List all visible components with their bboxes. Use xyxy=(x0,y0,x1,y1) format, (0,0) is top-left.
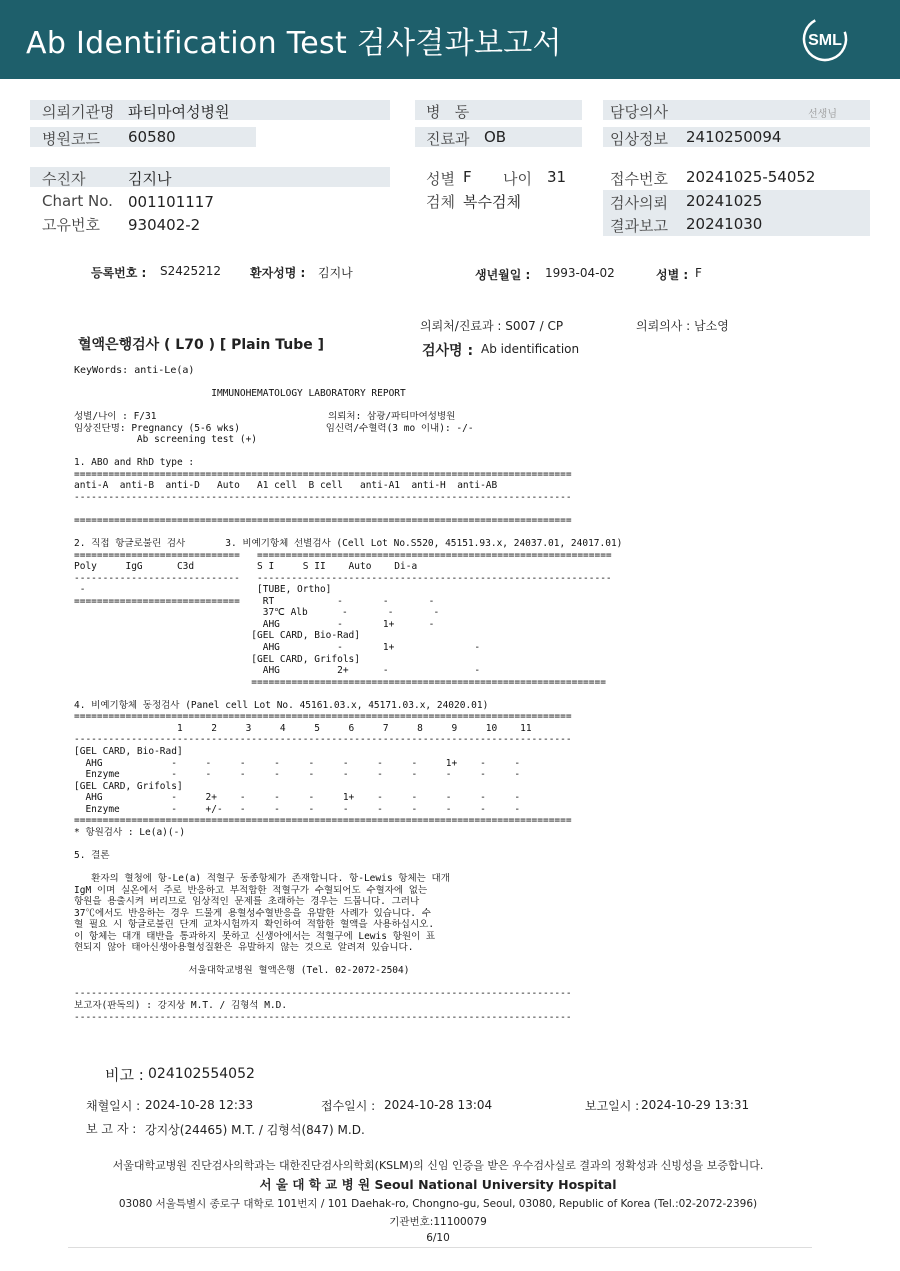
report-line: AHG - 1+ - xyxy=(74,642,481,654)
receipt-value: 20241025-54052 xyxy=(686,168,816,186)
reported-value: 2024-10-29 13:31 xyxy=(641,1098,750,1112)
report-line: ============================= RT - - - xyxy=(74,595,435,607)
page-number: 6/10 xyxy=(426,1232,450,1244)
report-line: [GEL CARD, Grifols] xyxy=(74,653,360,665)
report-title: Ab Identification Test 검사결과보고서 xyxy=(26,26,562,61)
report-line: 37℃에서도 반응하는 경우 드물게 용혈성수혈반응을 유발한 사례가 있습니다. 수 xyxy=(74,907,431,919)
report-line: --------------------------------------------------------------------------------------- xyxy=(74,734,572,746)
collect-value: 2024-10-28 12:33 xyxy=(145,1098,254,1112)
report-line: --------------------------------------------------------------------------------------- xyxy=(74,988,572,1000)
reg-label: 등록번호 : xyxy=(91,266,147,280)
dept-label: 진료과 xyxy=(426,130,470,148)
collect-label: 채혈일시 : xyxy=(86,1099,141,1113)
hospital-code-label: 병원코드 xyxy=(42,130,100,148)
facility-value: 파티마여성병원 xyxy=(128,103,230,121)
clinical-label: 임상정보 xyxy=(610,130,668,148)
patient-label: 수진자 xyxy=(42,170,86,188)
report-line: 1 2 3 4 5 6 7 8 9 10 11 xyxy=(74,722,532,734)
report-line: Enzyme - +/- - - - - - - - - - xyxy=(74,803,521,815)
report-line: 보고자(판독의) : 강지상 M.T. / 김형석 M.D. xyxy=(74,999,288,1011)
specimen-value: 복수검체 xyxy=(463,193,521,211)
facility-label: 의뢰기관명 xyxy=(42,103,115,121)
report-line: AHG - 2+ - - - 1+ - - - - - xyxy=(74,792,521,804)
report-line: 서울대학교병원 혈액은행 (Tel. 02-2072-2504) xyxy=(74,965,410,977)
report-body xyxy=(74,388,714,1023)
receive-label: 접수일시 : xyxy=(321,1099,376,1113)
age-value: 31 xyxy=(547,168,567,186)
name-label: 환자성명 : xyxy=(250,266,306,280)
dob-label: 생년월일 : xyxy=(475,268,531,282)
hospital-name xyxy=(0,1175,876,1193)
scan-sex-value: F xyxy=(695,266,702,280)
hospital-address: 03080 서울특별시 종로구 대학로 101번지 / 101 Daehak-ro, Chongno-gu, Seoul, 03080, Republic of Korea (Tel.:02-2072-2396) xyxy=(118,1198,758,1210)
report-header xyxy=(0,0,900,79)
test-name-label: 검사명 : xyxy=(422,343,474,359)
unique-value: 930402-2 xyxy=(128,216,201,234)
report-line: 4. 비예기항체 동정검사 (Panel cell Lot No. 45161.03.x, 45171.03.x, 24020.01) xyxy=(74,699,489,711)
report-line: 5. 결론 xyxy=(74,849,110,861)
report-line: * 항원검사 : Le(a)(-) xyxy=(74,826,186,838)
report-line xyxy=(74,446,714,458)
request-value: 20241025 xyxy=(686,192,763,210)
sml-logo xyxy=(800,14,850,64)
report-line xyxy=(74,977,714,989)
sex-label: 성별 xyxy=(426,170,455,188)
scan-sex-label: 성별 : xyxy=(656,268,689,282)
hospital-name-kr: 서 울 대 학 교 병 원 xyxy=(259,1177,371,1192)
institution-number: 기관번호:11100079 xyxy=(389,1216,487,1228)
keywords: KeyWords: anti-Le(a) xyxy=(74,365,195,376)
reg-value: S2425212 xyxy=(160,264,222,278)
dept-value: OB xyxy=(484,128,507,146)
report-line: Poly IgG C3d S I S II Auto Di-a xyxy=(74,561,418,573)
report-line: 혈 필요 시 항글로불린 단계 교차시험까지 확인하여 적합한 혈액을 사용하십시오. xyxy=(74,919,435,931)
reporter-value: 강지상(24465) M.T. / 김형석(847) M.D. xyxy=(145,1123,365,1137)
report-line xyxy=(74,838,714,850)
report-line: 성별/나이 : F/31 의뢰처: 삼광/파티마여성병원 xyxy=(74,411,456,423)
report-line: AHG - 1+ - xyxy=(74,618,435,630)
report-line: 1. ABO and RhD type : xyxy=(74,457,195,469)
unique-label: 고유번호 xyxy=(42,216,100,234)
report-line: 환자의 혈청에 항-Le(a) 적혈구 동종항체가 존재합니다. 항-Lewis 항체는 대개 xyxy=(74,872,450,884)
receive-value: 2024-10-28 13:04 xyxy=(384,1098,493,1112)
receipt-label: 접수번호 xyxy=(610,170,668,188)
report-line: 임상진단명: Pregnancy (5-6 wks) 임신력/수혈력(3 mo 이내): -/- xyxy=(74,422,474,434)
chart-value: 001101117 xyxy=(128,193,214,211)
hospital-code-value: 60580 xyxy=(128,128,176,146)
report-date-label: 결과보고 xyxy=(610,217,668,235)
reporter-label: 보 고 자 : xyxy=(86,1122,137,1136)
report-line: ======================================================================================= xyxy=(74,468,572,480)
note-label: 비고 : xyxy=(105,1066,144,1084)
report-line xyxy=(74,954,714,966)
report-line: Enzyme - - - - - - - - - - - xyxy=(74,769,521,781)
report-line: --------------------------------------------------------------------------------------- xyxy=(74,491,572,503)
chart-label: Chart No. xyxy=(42,192,113,210)
sex-value: F xyxy=(463,168,472,186)
specimen-label: 검체 xyxy=(426,193,455,211)
name-value: 김지나 xyxy=(318,266,353,280)
request-label: 검사의뢰 xyxy=(610,194,668,212)
ref-dept: 의뢰처/진료과 : S007 / CP xyxy=(420,319,564,333)
report-line: ======================================================================================= xyxy=(74,815,572,827)
footer-divider xyxy=(68,1247,812,1248)
doctor-suffix: 선생님 xyxy=(808,109,837,120)
report-line: Ab screening test (+) xyxy=(74,434,258,446)
report-line: [GEL CARD, Grifols] xyxy=(74,780,183,792)
dob-value: 1993-04-02 xyxy=(545,266,615,280)
report-line: ======================================================================================= xyxy=(74,515,572,527)
report-line: anti-A anti-B anti-D Auto A1 cell B cell anti-A1 anti-H anti-AB xyxy=(74,480,498,492)
hospital-name-en: Seoul National University Hospital xyxy=(374,1177,617,1192)
svg-text:SML: SML xyxy=(808,32,842,49)
report-line: [GEL CARD, Bio-Rad] xyxy=(74,745,183,757)
report-line xyxy=(74,861,714,873)
report-line xyxy=(74,527,714,539)
report-line: ============================================================== xyxy=(74,676,606,688)
clinical-value: 2410250094 xyxy=(686,128,782,146)
report-line: 2. 직접 항글로불린 검사 3. 비예기항체 선별검사 (Cell Lot No.S520, 45151.93.x, 24037.01, 24017.01) xyxy=(74,538,623,550)
report-line: AHG - - - - - - - - 1+ - - xyxy=(74,757,521,769)
test-name-value: Ab identification xyxy=(481,342,580,356)
age-label: 나이 xyxy=(503,170,532,188)
report-line xyxy=(74,688,714,700)
report-line: 37℃ Alb - - - xyxy=(74,607,440,619)
report-line: AHG 2+ - - xyxy=(74,665,481,677)
report-line: IMMUNOHEMATOLOGY LABORATORY REPORT xyxy=(74,388,406,399)
report-line: ----------------------------- -------------------------------------------------------------- xyxy=(74,572,612,584)
report-line xyxy=(74,400,714,412)
note-value: 024102554052 xyxy=(148,1066,255,1082)
report-line: ======================================================================================= xyxy=(74,711,572,723)
ward-label: 병 동 xyxy=(426,103,470,121)
ref-doctor: 의뢰의사 : 남소영 xyxy=(636,319,729,333)
report-line: 항원을 용출시켜 버리므로 임상적인 문제를 초래하는 경우는 드뭅니다. 그러나 xyxy=(74,896,420,908)
reported-label: 보고일시 : xyxy=(585,1099,640,1113)
report-date-value: 20241030 xyxy=(686,215,763,233)
report-line: [GEL CARD, Bio-Rad] xyxy=(74,630,360,642)
report-line: --------------------------------------------------------------------------------------- xyxy=(74,1011,572,1023)
doctor-label: 담당의사 xyxy=(610,103,668,121)
report-line: - [TUBE, Ortho] xyxy=(74,584,332,596)
patient-value: 김지나 xyxy=(128,170,172,188)
report-line: 이 항체는 대개 태반을 통과하지 못하고 신생아에서는 적혈구에 Lewis 항원이 표 xyxy=(74,930,436,942)
report-line: 현되지 않아 태아신생아용혈성질환은 유발하지 않는 것으로 알려져 있습니다. xyxy=(74,942,414,954)
test-title: 혈액은행검사 ( L70 ) [ Plain Tube ] xyxy=(78,337,325,353)
report-line: ============================= ============================================================== xyxy=(74,549,612,561)
report-line: IgM 이며 실온에서 주로 반응하고 부적합한 적혈구가 수혈되어도 수혈자에 없는 xyxy=(74,884,428,896)
certification-text: 서울대학교병원 진단검사의학과는 대한진단검사의학회(KSLM)의 신임 인증을 받은 우수검사실로 결과의 정확성과 신빙성을 보증합니다. xyxy=(112,1159,764,1172)
report-line xyxy=(74,503,714,515)
